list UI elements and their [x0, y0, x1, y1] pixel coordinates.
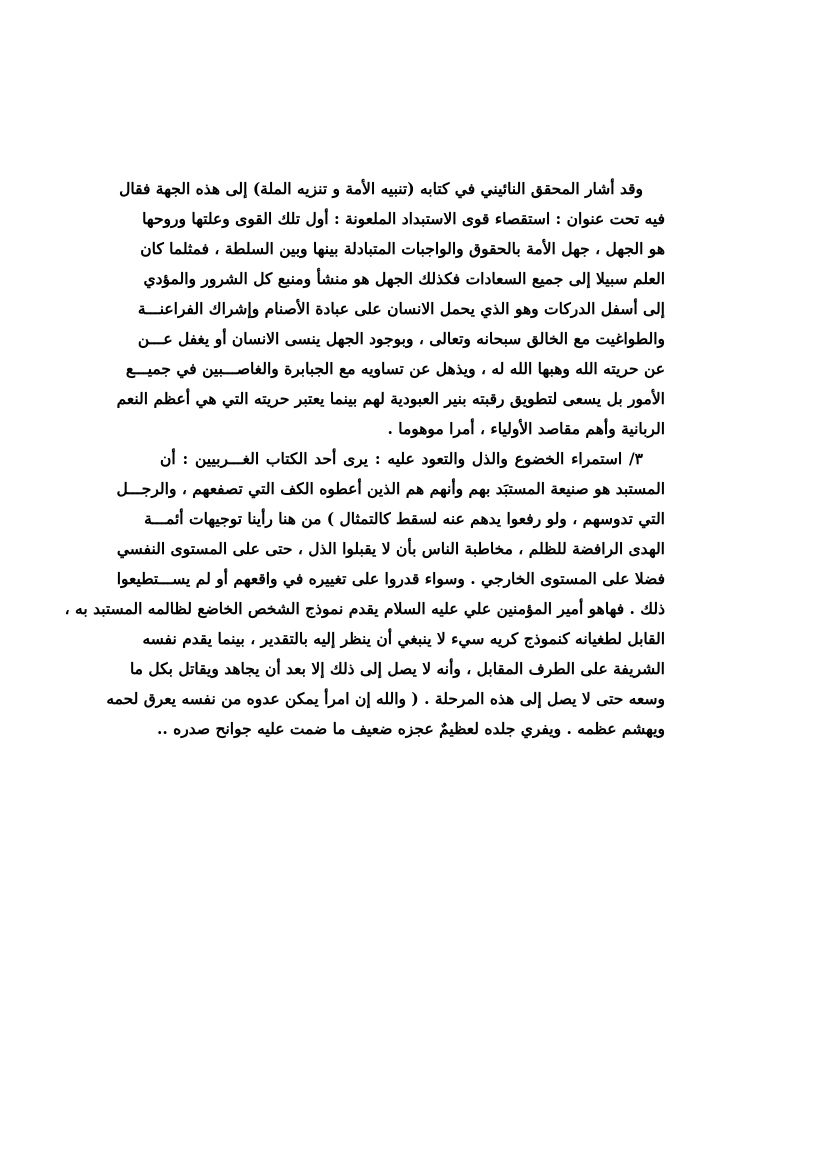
text-line: القابل لطغيانه كنموذج كريه سيء لا ينبغي أن ينظر إليه بالتقدير ، بينما يقدم نفسه: [142, 629, 665, 648]
text-line: التي تدوسهم ، ولو رفعوا يدهم عنه لسقط كالتمثال ) من هنا رأينا توجيهات أئمـــة: [144, 509, 665, 528]
text-line: ٣/ استمراء الخضوع والذل والتعود عليه : يرى أحد الكتاب الغـــربيين : أن: [160, 449, 643, 468]
body-text: [64, 174, 665, 744]
text-line: الشريفة على الطرف المقابل ، وأنه لا يصل إلى ذلك إلا بعد أن يجاهد ويقاتل بكل ما: [129, 659, 665, 678]
paragraph-2: [64, 444, 665, 744]
text-line: الأمور بل يسعى لتطويق رقبته بنير العبودية لهم بينما يعتبر حريته التي هي أعظم النعم: [116, 389, 665, 408]
text-line: وقد أشار المحقق النائيني في كتابه (تنبيه الأمة و تنزيه الملة) إلى هذه الجهة فقال: [119, 179, 643, 198]
text-line: والطواغيت مع الخالق سبحانه وتعالى ، وبوجود الجهل ينسى الانسان أو يغفل عـــن: [137, 329, 665, 348]
paragraph-1: [116, 174, 665, 444]
text-line: وسعه حتى لا يصل إلى هذه المرحلة . ( والله إن امرأ يمكن عدوه من نفسه يعرق لحمه: [106, 689, 665, 708]
text-line: المستبد هو صنيعة المستبَد بهم وأنهم هم الذين أعطوه الكف التي تصفعهم ، والرجـــل: [116, 479, 665, 498]
text-line: فضلا على المستوى الخارجي . وسواء قدروا على تغييره في واقعهم أو لم يســـتطيعوا: [116, 569, 665, 588]
text-line: العلم سبيلا إلى جميع السعادات فكذلك الجهل هو منشأ ومنبع كل الشرور والمؤدي: [143, 269, 665, 288]
text-line: عن حريته الله وهبها الله له ، ويذهل عن تساويه مع الجبابرة والغاصـــبين في جميـــع: [125, 359, 665, 378]
text-line: الربانية وأهم مقاصد الأولياء ، أمرا موهوما .: [387, 419, 665, 438]
text-line: هو الجهل ، جهل الأمة بالحقوق والواجبات المتبادلة بينها وبين السلطة ، فمثلما كان: [140, 239, 665, 258]
text-line: إلى أسفل الدركات وهو الذي يحمل الانسان على عبادة الأصنام وإشراك الفراعنـــة: [137, 299, 665, 318]
text-line: ذلك . فهاهو أمير المؤمنين علي عليه السلام يقدم نموذج الشخص الخاضع لظالمه المستبد به ،: [64, 599, 665, 618]
text-line: فيه تحت عنوان : استقصاء قوى الاستبداد الملعونة : أول تلك القوى وعلتها وروحها: [142, 209, 665, 228]
text-line: ويهشم عظمه . ويفري جلده لعظيمٌ عجزه ضعيف ما ضمت عليه جوانح صدره ..: [156, 719, 665, 738]
text-line: الهدى الرافضة للظلم ، مخاطبة الناس بأن لا يقبلوا الذل ، حتى على المستوى النفسي: [116, 539, 665, 558]
